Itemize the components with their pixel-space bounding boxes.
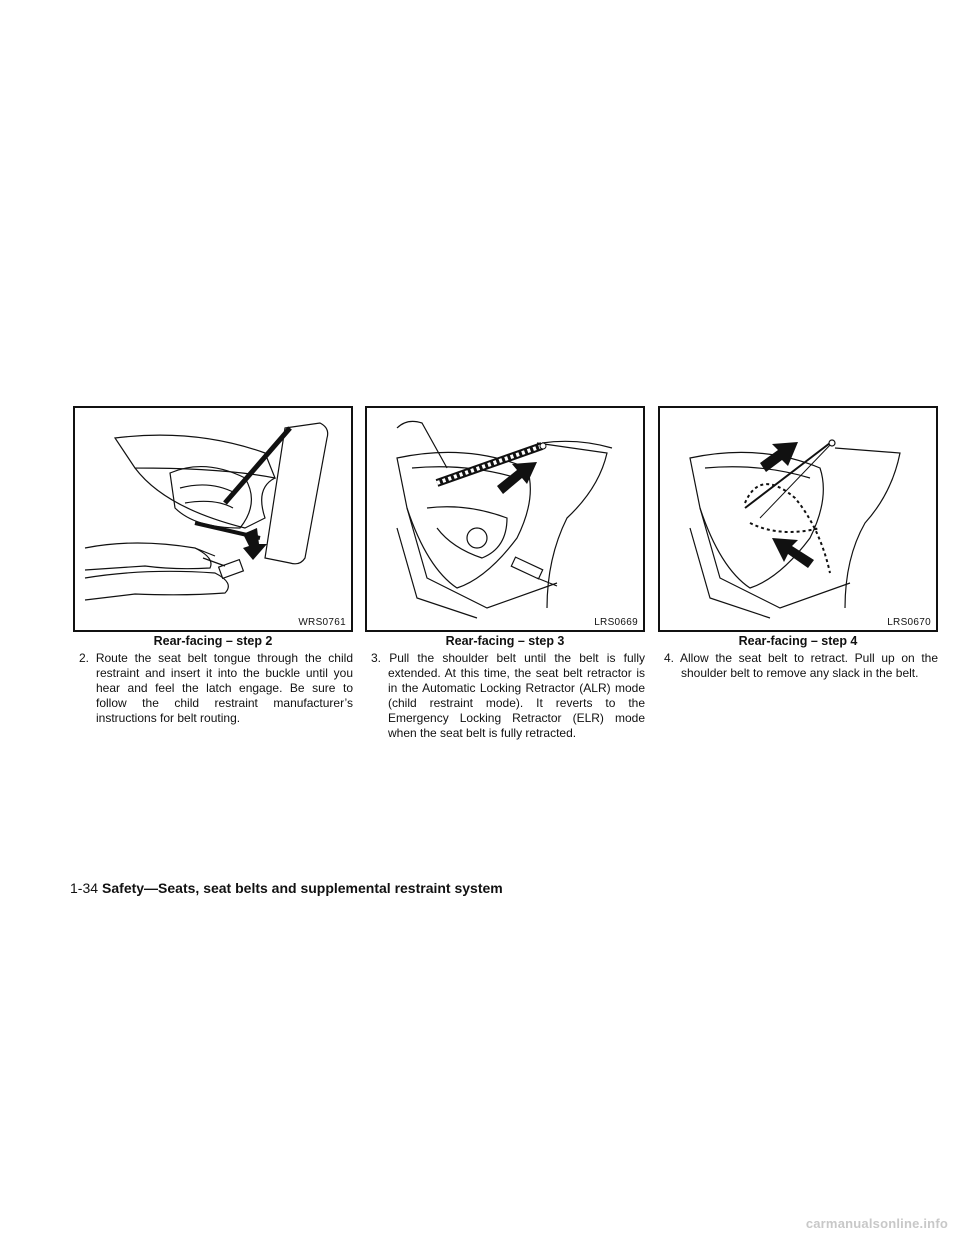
- column-step-4: [658, 406, 938, 681]
- column-step-3: [365, 406, 645, 741]
- figure-code: LRS0670: [887, 617, 931, 628]
- figure-step-2: [73, 406, 353, 632]
- page-number: 1-34: [70, 880, 99, 896]
- figure-caption: Rear-facing – step 4: [738, 634, 858, 648]
- figure-step-4: [658, 406, 938, 632]
- watermark: carmanualsonline.info: [805, 1216, 948, 1231]
- figure-code: WRS0761: [298, 617, 346, 628]
- step-text: 4. Allow the seat belt to retract. Pull up on the shoulder belt to remove any slack in the belt.: [664, 651, 938, 680]
- step-text: 2. Route the seat belt tongue through the child restraint and insert it into the buckle until you hear and feel the latch engage. Be sure to follow the child restraint manufacturer’s instructions for belt routing.: [79, 651, 353, 725]
- figure-code: LRS0669: [594, 617, 638, 628]
- figure-caption: Rear-facing – step 3: [445, 634, 565, 648]
- figure-caption: Rear-facing – step 2: [153, 634, 273, 648]
- step-text: 3. Pull the shoulder belt until the belt is fully extended. At this time, the seat belt retractor is in the Automatic Locking Retractor (ALR) mode (child restraint mode). It reverts to the Emergency Locking Retractor (ELR) mode when the seat belt is fully retracted.: [371, 651, 645, 740]
- section-title: Safety—Seats, seat belts and supplemental restraint system: [102, 880, 503, 896]
- figure-step-3: [365, 406, 645, 632]
- illustration-rear-facing-step-3: [367, 408, 643, 630]
- illustration-rear-facing-step-2: [75, 408, 351, 630]
- illustration-rear-facing-step-4: [660, 408, 936, 630]
- page-footer: [70, 880, 503, 896]
- column-step-2: [73, 406, 353, 726]
